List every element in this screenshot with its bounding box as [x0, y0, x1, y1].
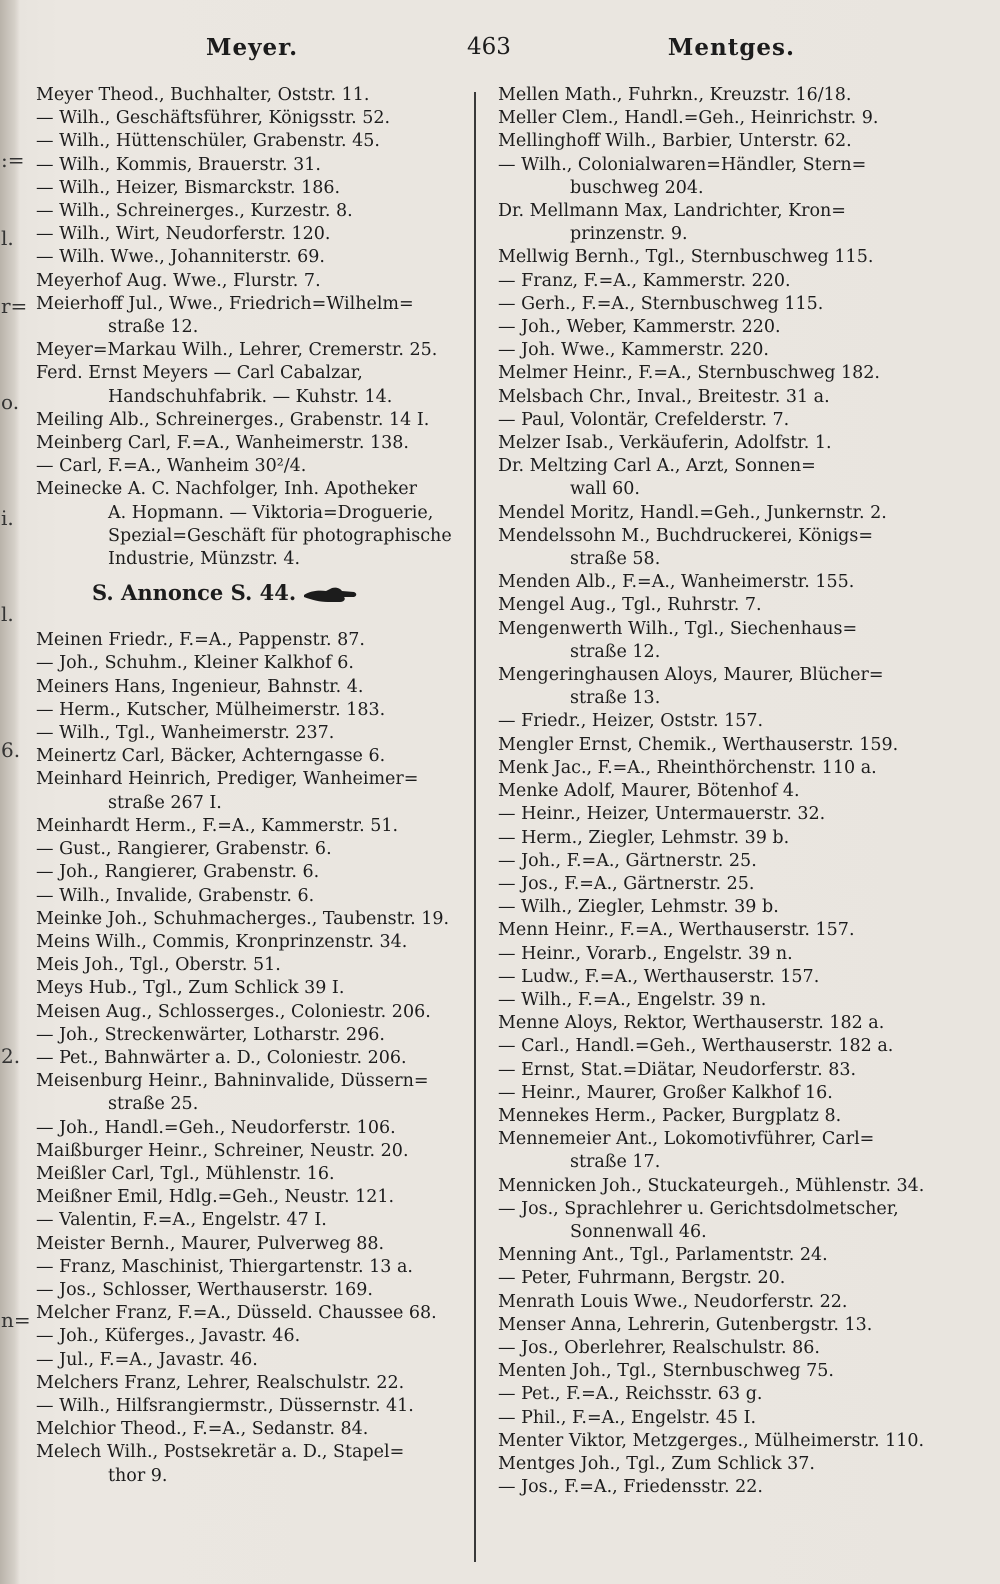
directory-entry: — Pet., Bahnwärter a. D., Coloniestr. 206.: [36, 1047, 407, 1068]
directory-entry: Melsbach Chr., Inval., Breitestr. 31 a.: [498, 386, 830, 407]
directory-entry: buschweg 204.: [570, 177, 704, 198]
directory-entry: — Wilh., Ziegler, Lehmstr. 39 b.: [498, 897, 779, 918]
directory-entry: Meiling Alb., Schreinerges., Grabenstr. 14 I.: [36, 409, 430, 430]
margin-mark: o.: [1, 390, 20, 414]
directory-entry: Mellwig Bernh., Tgl., Sternbuschweg 115.: [498, 247, 874, 268]
directory-entry: — Jos., F.=A., Friedensstr. 22.: [498, 1477, 763, 1498]
directory-entry: Meinhardt Herm., F.=A., Kammerstr. 51.: [36, 815, 399, 836]
directory-entry: Mendelssohn M., Buchdruckerei, Königs=: [498, 525, 874, 546]
directory-entry: — Wilh., Hüttenschüler, Grabenstr. 45.: [36, 131, 380, 152]
directory-entry: — Wilh., Hilfsrangiermstr., Düssernstr. 41.: [36, 1395, 414, 1416]
directory-entry: Meller Clem., Handl.=Geh., Heinrichstr. 9.: [498, 108, 879, 129]
directory-entry: Mentges Joh., Tgl., Zum Schlick 37.: [498, 1453, 815, 1474]
annonce-reference: [36, 571, 466, 615]
directory-entry: — Wilh., Heizer, Bismarckstr. 186.: [36, 177, 341, 198]
directory-entry: Mennekes Herm., Packer, Burgplatz 8.: [498, 1105, 842, 1126]
directory-entry: Mellinghoff Wilh., Barbier, Unterstr. 62.: [498, 131, 852, 152]
directory-entry: — Jos., F.=A., Gärtnerstr. 25.: [498, 873, 755, 894]
directory-entry: — Ludw., F.=A., Werthauserstr. 157.: [498, 966, 820, 987]
page-number: 463: [467, 34, 511, 60]
entry-gap: [36, 615, 466, 629]
directory-entry: Meyer=Markau Wilh., Lehrer, Cremerstr. 25.: [36, 340, 438, 361]
directory-entry: Ferd. Ernst Meyers — Carl Cabalzar,: [36, 363, 363, 384]
directory-entry: — Wilh., Schreinerges., Kurzestr. 8.: [36, 201, 353, 222]
directory-entry: — Heinr., Heizer, Untermauerstr. 32.: [498, 804, 826, 825]
directory-entry: prinzenstr. 9.: [570, 224, 688, 245]
left-column: [36, 84, 466, 1488]
directory-entry: Meierhoff Jul., Wwe., Friedrich=Wilhelm=: [36, 293, 414, 314]
directory-entry: Meisenburg Heinr., Bahninvalide, Düssern=: [36, 1071, 429, 1092]
directory-entry: straße 12.: [108, 317, 199, 338]
directory-entry: Menten Joh., Tgl., Sternbuschweg 75.: [498, 1361, 834, 1382]
directory-entry: Menser Anna, Lehrerin, Gutenbergstr. 13.: [498, 1314, 873, 1335]
directory-entry: — Herm., Kutscher, Mülheimerstr. 183.: [36, 699, 386, 720]
directory-entry: Dr. Mellmann Max, Landrichter, Kron=: [498, 201, 846, 222]
directory-entry: Mengeringhausen Aloys, Maurer, Blücher=: [498, 665, 884, 686]
directory-entry: Menk Jac., F.=A., Rheinthörchenstr. 110 a.: [498, 757, 877, 778]
directory-entry: thor 9.: [108, 1465, 168, 1486]
directory-entry: — Friedr., Heizer, Oststr. 157.: [498, 711, 764, 732]
directory-entry: — Joh., Weber, Kammerstr. 220.: [498, 317, 781, 338]
directory-entry: — Ernst, Stat.=Diätar, Neudorferstr. 83.: [498, 1059, 857, 1080]
directory-entry: Menrath Louis Wwe., Neudorferstr. 22.: [498, 1291, 848, 1312]
directory-entry: — Valentin, F.=A., Engelstr. 47 I.: [36, 1210, 327, 1231]
directory-entry: — Joh., Handl.=Geh., Neudorferstr. 106.: [36, 1117, 396, 1138]
directory-entry: straße 12.: [570, 641, 661, 662]
directory-entry: Meinertz Carl, Bäcker, Achterngasse 6.: [36, 746, 386, 767]
directory-entry: Meinberg Carl, F.=A., Wanheimerstr. 138.: [36, 433, 409, 454]
directory-entry: — Jos., Oberlehrer, Realschulstr. 86.: [498, 1337, 820, 1358]
directory-entry: — Joh., Schuhm., Kleiner Kalkhof 6.: [36, 653, 354, 674]
directory-entry: Mengel Aug., Tgl., Ruhrstr. 7.: [498, 595, 762, 616]
directory-entry: Melcher Franz, F.=A., Düsseld. Chaussee 68.: [36, 1303, 437, 1324]
directory-entry: Menn Heinr., F.=A., Werthauserstr. 157.: [498, 920, 855, 941]
directory-entry: Meisen Aug., Schlosserges., Coloniestr. 206.: [36, 1001, 431, 1022]
directory-entry: Mennicken Joh., Stuckateurgeh., Mühlenstr. 34.: [498, 1175, 925, 1196]
directory-entry: Mennemeier Ant., Lokomotivführer, Carl=: [498, 1129, 875, 1150]
directory-entry: Melchers Franz, Lehrer, Realschulstr. 22.: [36, 1372, 405, 1393]
header-right: Mentges.: [667, 34, 795, 61]
margin-mark: n=: [1, 1308, 31, 1332]
directory-entry: Menden Alb., F.=A., Wanheimerstr. 155.: [498, 572, 855, 593]
directory-entry: Meys Hub., Tgl., Zum Schlick 39 I.: [36, 978, 345, 999]
directory-entry: — Gerh., F.=A., Sternbuschweg 115.: [498, 293, 824, 314]
directory-entry: straße 267 I.: [108, 792, 222, 813]
directory-entry: — Franz, F.=A., Kammerstr. 220.: [498, 270, 791, 291]
directory-entry: — Carl, F.=A., Wanheim 30²/4.: [36, 456, 307, 477]
column-divider: [474, 92, 476, 1562]
directory-entry: Menne Aloys, Rektor, Werthauserstr. 182 a.: [498, 1013, 885, 1034]
directory-entry: — Joh. Wwe., Kammerstr. 220.: [498, 340, 769, 361]
directory-entry: Mellen Math., Fuhrkn., Kreuzstr. 16/18.: [498, 85, 852, 105]
directory-entry: Meißner Emil, Hdlg.=Geh., Neustr. 121.: [36, 1187, 395, 1208]
header-left: Meyer.: [206, 34, 299, 61]
directory-entry: Meister Bernh., Maurer, Pulverweg 88.: [36, 1233, 385, 1254]
margin-mark: 6.: [1, 738, 21, 762]
directory-entry: straße 13.: [570, 688, 661, 709]
directory-entry: Handschuhfabrik. — Kuhstr. 14.: [108, 386, 393, 407]
directory-entry: wall 60.: [570, 479, 640, 500]
directory-entry: straße 17.: [570, 1152, 661, 1173]
directory-entry: Meyerhof Aug. Wwe., Flurstr. 7.: [36, 270, 321, 291]
directory-entry: Melchior Theod., F.=A., Sedanstr. 84.: [36, 1419, 369, 1440]
directory-entry: Meiners Hans, Ingenieur, Bahnstr. 4.: [36, 676, 364, 697]
directory-entry: Meinen Friedr., F.=A., Pappenstr. 87.: [36, 630, 365, 651]
directory-entry: Meinhard Heinrich, Prediger, Wanheimer=: [36, 769, 419, 790]
directory-entry: Menke Adolf, Maurer, Bötenhof 4.: [498, 781, 800, 802]
directory-entry: Mengler Ernst, Chemik., Werthauserstr. 159.: [498, 734, 899, 755]
directory-entry: — Jos., Sprachlehrer u. Gerichtsdolmetscher,: [498, 1198, 899, 1219]
directory-entry: — Jul., F.=A., Javastr. 46.: [36, 1349, 258, 1370]
directory-entry: — Wilh., Wirt, Neudorferstr. 120.: [36, 224, 331, 245]
running-header: [30, 30, 980, 66]
directory-entry: — Jos., Schlosser, Werthauserstr. 169.: [36, 1279, 373, 1300]
directory-entry: Dr. Meltzing Carl A., Arzt, Sonnen=: [498, 456, 816, 477]
directory-entry: Maißburger Heinr., Schreiner, Neustr. 20.: [36, 1140, 409, 1161]
directory-entry: — Wilh., Tgl., Wanheimerstr. 237.: [36, 723, 335, 744]
directory-entry: Mengenwerth Wilh., Tgl., Siechenhaus=: [498, 618, 858, 639]
margin-mark: r=: [1, 294, 28, 318]
directory-entry: Spezial=Geschäft für photographische: [108, 525, 452, 546]
directory-entry: — Paul, Volontär, Crefelderstr. 7.: [498, 409, 790, 430]
book-gutter: [0, 0, 31, 1584]
margin-mark: :=: [1, 148, 25, 172]
directory-entry: Melmer Heinr., F.=A., Sternbuschweg 182.: [498, 363, 880, 384]
margin-mark: l.: [1, 602, 14, 626]
directory-entry: — Wilh., Invalide, Grabenstr. 6.: [36, 885, 315, 906]
directory-entry: — Franz, Maschinist, Thiergartenstr. 13 a.: [36, 1256, 413, 1277]
directory-entry: — Phil., F.=A., Engelstr. 45 I.: [498, 1407, 757, 1428]
directory-entry: straße 58.: [570, 549, 661, 570]
directory-entry: — Carl., Handl.=Geh., Werthauserstr. 182 a.: [498, 1036, 894, 1057]
directory-entry: — Wilh., Kommis, Brauerstr. 31.: [36, 154, 321, 175]
directory-entry: straße 25.: [108, 1094, 199, 1115]
directory-entry: Meißler Carl, Tgl., Mühlenstr. 16.: [36, 1163, 335, 1184]
directory-entry: Melzer Isab., Verkäuferin, Adolfstr. 1.: [498, 433, 832, 454]
directory-entry: — Herm., Ziegler, Lehmstr. 39 b.: [498, 827, 790, 848]
annonce-text: S. Annonce S. 44.: [92, 580, 297, 606]
directory-entry: — Joh., F.=A., Gärtnerstr. 25.: [498, 850, 757, 871]
directory-entry: Sonnenwall 46.: [570, 1221, 707, 1242]
directory-entry: Menning Ant., Tgl., Parlamentstr. 24.: [498, 1245, 828, 1266]
directory-entry: Meinke Joh., Schuhmacherges., Taubenstr. 19.: [36, 908, 450, 929]
directory-entry: Meyer Theod., Buchhalter, Oststr. 11.: [36, 85, 370, 105]
right-column: [498, 84, 930, 1499]
directory-entry: Meinecke A. C. Nachfolger, Inh. Apotheker: [36, 479, 417, 500]
margin-mark: l.: [1, 226, 14, 250]
directory-entry: — Wilh. Wwe., Johanniterstr. 69.: [36, 247, 325, 268]
directory-entry: Meins Wilh., Commis, Kronprinzenstr. 34.: [36, 931, 408, 952]
directory-entry: A. Hopmann. — Viktoria=Droguerie,: [108, 502, 434, 523]
directory-entry: Meis Joh., Tgl., Oberstr. 51.: [36, 955, 281, 976]
directory-entry: Industrie, Münzstr. 4.: [108, 549, 301, 570]
margin-mark: 2.: [1, 1044, 21, 1068]
directory-entry: Melech Wilh., Postsekretär a. D., Stapel=: [36, 1442, 405, 1463]
directory-entry: — Joh., Streckenwärter, Lotharstr. 296.: [36, 1024, 385, 1045]
directory-entry: — Joh., Küferges., Javastr. 46.: [36, 1326, 301, 1347]
directory-entry: — Joh., Rangierer, Grabenstr. 6.: [36, 862, 320, 883]
directory-entry: — Gust., Rangierer, Grabenstr. 6.: [36, 839, 332, 860]
directory-entry: — Heinr., Maurer, Großer Kalkhof 16.: [498, 1082, 833, 1103]
directory-entry: Mendel Moritz, Handl.=Geh., Junkernstr. 2.: [498, 502, 887, 523]
directory-entry: — Pet., F.=A., Reichsstr. 63 g.: [498, 1384, 763, 1405]
margin-mark: i.: [1, 506, 14, 530]
directory-entry: Menter Viktor, Metzgerges., Mülheimerstr. 110.: [498, 1430, 925, 1451]
pointing-hand-icon: [302, 586, 358, 604]
directory-entry: — Wilh., Colonialwaren=Händler, Stern=: [498, 154, 867, 175]
directory-entry: — Wilh., Geschäftsführer, Königsstr. 52.: [36, 108, 391, 129]
directory-entry: — Heinr., Vorarb., Engelstr. 39 n.: [498, 943, 793, 964]
directory-entry: — Wilh., F.=A., Engelstr. 39 n.: [498, 989, 767, 1010]
directory-entry: — Peter, Fuhrmann, Bergstr. 20.: [498, 1268, 786, 1289]
